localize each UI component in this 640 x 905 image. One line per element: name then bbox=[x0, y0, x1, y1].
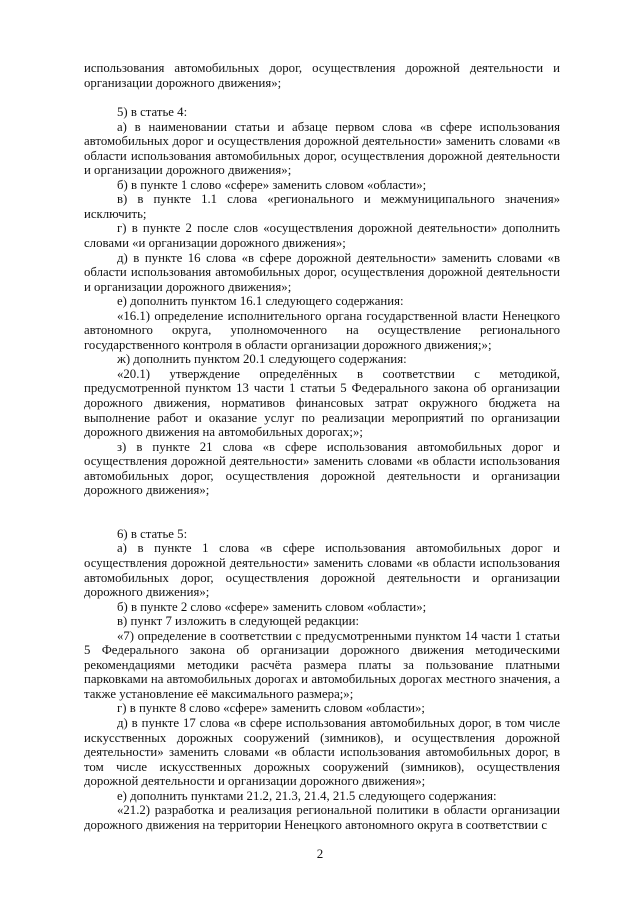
paragraph-article-5-v: в) пункт 7 изложить в следующей редакции: bbox=[117, 614, 360, 629]
paragraph-article-4-heading: 5) в статье 4: bbox=[117, 105, 188, 120]
paragraph-article-4-v: в) в пункте 1.1 слова «регионального и межмуниципального значения» исключить; bbox=[84, 192, 560, 221]
paragraph-article-4-zh: ж) дополнить пунктом 20.1 следующего содержания: bbox=[117, 352, 407, 367]
paragraph-item-21-2: «21.2) разработка и реализация региональной политики в области организации дорожного движения на территории Ненецкого автономного округа в соответствии с bbox=[84, 803, 560, 832]
paragraph-item-7: «7) определение в соответствии с предусмотренными пунктом 14 части 1 статьи 5 Федерального закона об организации дорожного движения методическими рекомендациями методики расчёта размера платы за пользование платными парковками на автомобильных дорогах и автомобильных дорогах местного значения, а также установление её максимального размера;»; bbox=[84, 628, 560, 701]
paragraph-article-5-heading: 6) в статье 5: bbox=[117, 526, 188, 541]
paragraph-item-20-1: «20.1) утверждение определённых в соответствии с методикой, предусмотренной пунктом 13 части 1 статьи 5 Федерального закона об организации дорожного движения, нормативов финансовых затрат окружного бюджета на выполнение работ и оказание услуг по реализации мероприятий по организации дорожного движения на автомобильных дорогах;»; bbox=[84, 366, 560, 440]
paragraph-article-5-e: е) дополнить пунктами 21.2, 21.3, 21.4, 21.5 следующего содержания: bbox=[117, 788, 497, 803]
document-page bbox=[84, 61, 560, 832]
page-number: 2 bbox=[316, 846, 324, 861]
paragraph-article-4-g: г) в пункте 2 после слов «осуществления дорожной деятельности» дополнить словами «и организации дорожного движения»; bbox=[84, 221, 560, 251]
paragraph-article-4-e: е) дополнить пунктом 16.1 следующего содержания: bbox=[117, 294, 404, 309]
paragraph-continuation: использования автомобильных дорог, осуществления дорожной деятельности и организации дорожного движения»; bbox=[84, 61, 560, 90]
paragraph-article-4-a: а) в наименовании статьи и абзаце первом слова «в сфере использования автомобильных дорог и осуществления дорожной деятельности» заменить словами «в области использования автомобильных дорог, осуществления дорожной деятельности и организации дорожного движения»; bbox=[84, 119, 560, 178]
paragraph-item-16-1: «16.1) определение исполнительного органа государственной власти Ненецкого автономного округа, уполномоченного на осуществление регионального государственного контроля в области организации дорожного движения;»; bbox=[84, 308, 560, 352]
paragraph-article-4-d: д) в пункте 16 слова «в сфере дорожной деятельности» заменить словами «в области использования автомобильных дорог, осуществления дорожной деятельности и организации дорожного движения»; bbox=[84, 250, 560, 294]
paragraph-article-4-z: з) в пункте 21 слова «в сфере использования автомобильных дорог и осуществления дорожной деятельности» заменить словами «в области использования автомобильных дорог, осуществления дорожной деятельности и организации дорожного движения»; bbox=[84, 439, 560, 498]
paragraph-article-5-b: б) в пункте 2 слово «сфере» заменить словом «области»; bbox=[117, 599, 427, 614]
paragraph-article-4-b: б) в пункте 1 слово «сфере» заменить словом «области»; bbox=[117, 177, 427, 192]
paragraph-article-5-d: д) в пункте 17 слова «в сфере использования автомобильных дорог, в том числе искусственных дорожных сооружений (зимников), и осуществления дорожной деятельности» заменить словами «в области использования автомобильных дорог, в том числе искусственных дорожных сооружений (зимников), осуществления дорожной деятельности и организации дорожного движения»; bbox=[84, 715, 560, 789]
paragraph-article-5-a: а) в пункте 1 слова «в сфере использования автомобильных дорог и осуществления дорожной деятельности» заменить словами «в области использования автомобильных дорог, осуществления дорожной деятельности и организации дорожного движения»; bbox=[84, 541, 560, 600]
paragraph-article-5-g: г) в пункте 8 слово «сфере» заменить словом «области»; bbox=[117, 701, 425, 716]
